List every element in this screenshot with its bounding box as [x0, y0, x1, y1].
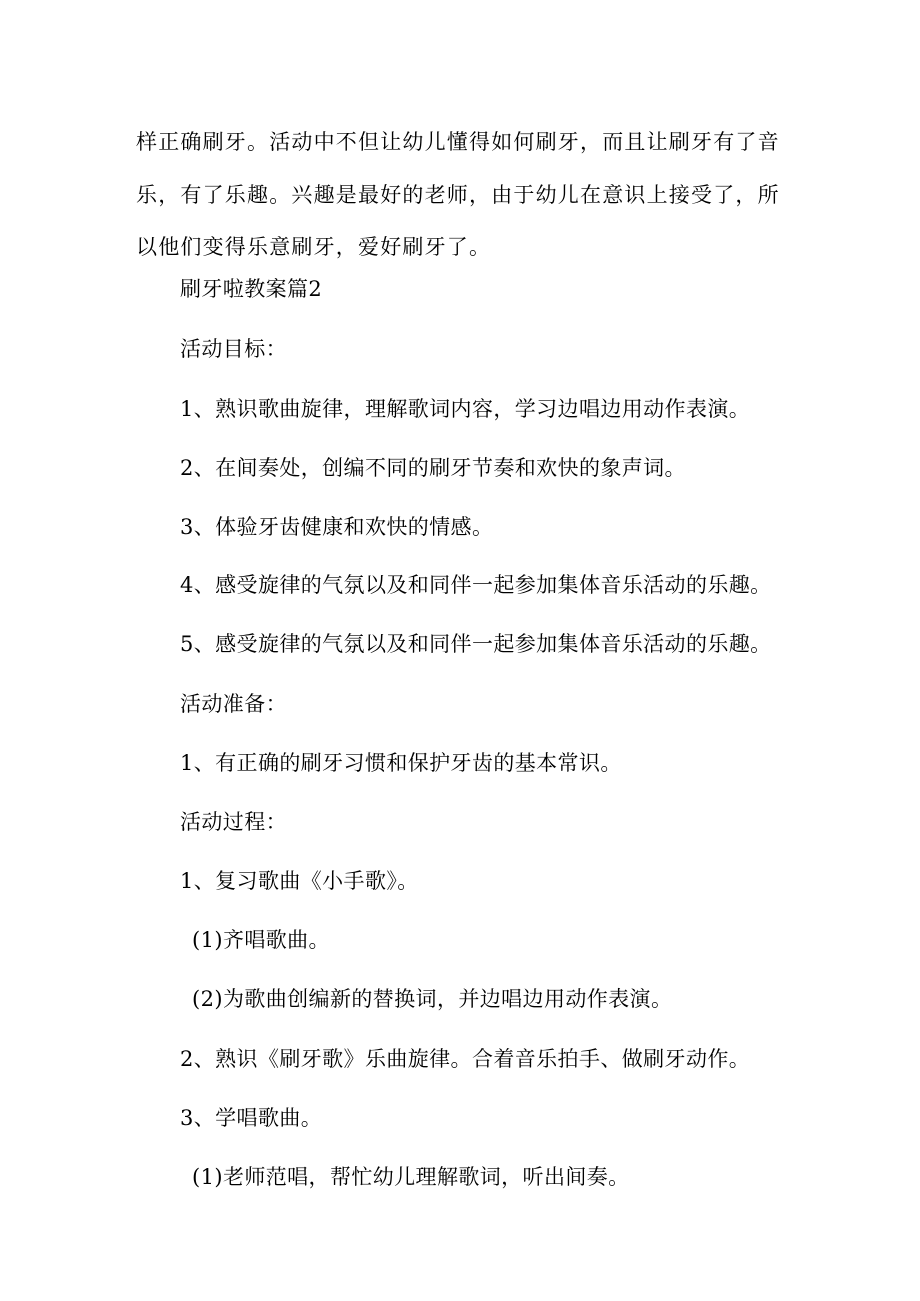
goal-item-2: 2、在间奏处，创编不同的刷牙节奏和欢快的象声词。: [180, 456, 686, 480]
goal-item-1: 1、熟识歌曲旋律，理解歌词内容，学习边唱边用动作表演。: [180, 397, 751, 421]
heading-activity-goals: 活动目标：: [180, 337, 287, 361]
goal-item-5: 5、感受旋律的气氛以及和同伴一起参加集体音乐活动的乐趣。: [180, 632, 772, 656]
process-subitem-1-2: (2)为歌曲创编新的替换词，并边唱边用动作表演。: [192, 987, 673, 1011]
process-item-1: 1、复习歌曲《小手歌》。: [180, 869, 419, 893]
process-item-2: 2、熟识《刷牙歌》乐曲旋律。合着音乐拍手、做刷牙动作。: [180, 1047, 751, 1071]
process-subitem-3-1: (1)老师范唱，帮忙幼儿理解歌词，听出间奏。: [192, 1165, 630, 1189]
goal-item-4: 4、感受旋律的气氛以及和同伴一起参加集体音乐活动的乐趣。: [180, 573, 772, 597]
intro-paragraph: 样正确刷牙。活动中不但让幼儿懂得如何刷牙，而且让刷牙有了音乐，有了乐趣。兴趣是最好的老师，由于幼儿在意识上接受了，所以他们变得乐意刷牙，爱好刷牙了。: [136, 130, 780, 259]
section-title: 刷牙啦教案篇2: [180, 277, 323, 301]
preparation-item-1: 1、有正确的刷牙习惯和保护牙齿的基本常识。: [180, 751, 622, 775]
goal-item-3: 3、体验牙齿健康和欢快的情感。: [180, 515, 494, 539]
heading-activity-process: 活动过程：: [180, 810, 287, 834]
process-item-3: 3、学唱歌曲。: [180, 1106, 323, 1130]
process-subitem-1-1: (1)齐唱歌曲。: [192, 928, 330, 952]
heading-activity-preparation: 活动准备：: [180, 692, 287, 716]
